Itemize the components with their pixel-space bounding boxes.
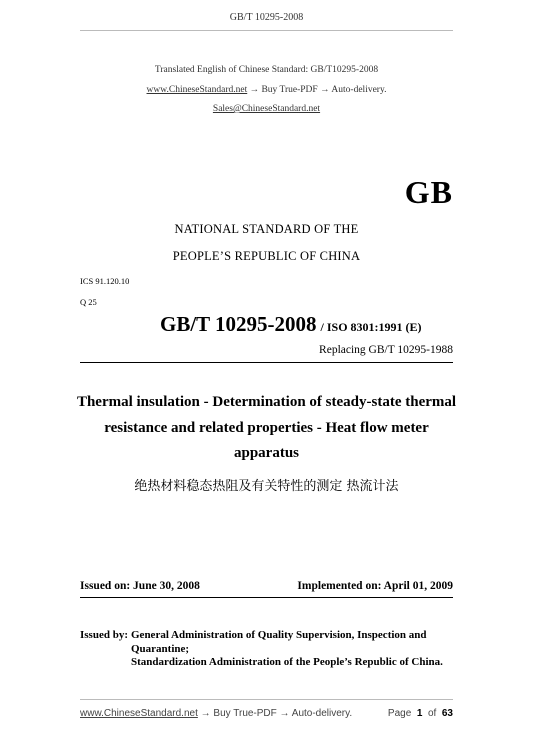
header-divider bbox=[80, 30, 453, 31]
implemented-on-date: Implemented on: April 01, 2009 bbox=[297, 580, 453, 592]
footer-site-link[interactable]: www.ChineseStandard.net bbox=[80, 708, 198, 719]
dates-divider bbox=[80, 597, 453, 598]
issuer-line: Standardization Administration of the People’s Republic of China. bbox=[131, 656, 443, 668]
replacing-note: Replacing GB/T 10295-1988 bbox=[319, 344, 453, 356]
purchase-line bbox=[0, 85, 533, 95]
title-line: Thermal insulation - Determination of steady-state thermal bbox=[76, 394, 457, 410]
national-standard-line1: NATIONAL STANDARD OF THE bbox=[174, 222, 359, 236]
title-line: apparatus bbox=[233, 445, 300, 461]
footer-purchase-line bbox=[80, 708, 352, 719]
gb-logo: GB bbox=[404, 174, 453, 210]
title-divider bbox=[80, 362, 453, 363]
document-title bbox=[60, 390, 473, 467]
page-indicator bbox=[388, 708, 453, 719]
issuer-line: General Administration of Quality Supervision, Inspection and bbox=[131, 629, 427, 641]
q-code: Q 25 bbox=[80, 297, 97, 307]
page-label: Page bbox=[387, 708, 412, 719]
standard-number bbox=[160, 312, 422, 337]
title-line: resistance and related properties - Heat flow meter bbox=[104, 419, 429, 436]
issued-by-label: Issued by: bbox=[80, 629, 128, 641]
issued-on-date: Issued on: June 30, 2008 bbox=[80, 580, 200, 592]
footer-divider bbox=[80, 699, 453, 700]
page-total: 63 bbox=[441, 708, 453, 719]
translation-notice: Translated English of Chinese Standard: GB/T10295-2008 bbox=[154, 65, 379, 75]
national-standard-line2: PEOPLE’S REPUBLIC OF CHINA bbox=[172, 249, 361, 263]
page-of: of bbox=[427, 708, 437, 719]
issuer-names bbox=[131, 629, 461, 670]
iso-equivalent: / ISO 8301:1991 (E) bbox=[320, 320, 422, 334]
page-current: 1 bbox=[416, 708, 423, 719]
purchase-note: → Buy True-PDF → Auto-delivery. bbox=[247, 85, 387, 95]
site-link[interactable]: www.ChineseStandard.net bbox=[146, 85, 248, 95]
footer-purchase-note: → Buy True-PDF → Auto-delivery. bbox=[197, 708, 353, 719]
sales-email-link[interactable]: Sales@ChineseStandard.net bbox=[212, 104, 321, 114]
sales-line bbox=[0, 104, 533, 114]
issuer-line: Quarantine; bbox=[131, 642, 190, 655]
standard-number-text: GB/T 10295-2008 bbox=[160, 312, 317, 336]
ics-code: ICS 91.120.10 bbox=[80, 276, 130, 286]
chinese-title: 绝热材料稳态热阻及有关特性的测定 热流计法 bbox=[134, 479, 399, 494]
header-doc-number: GB/T 10295-2008 bbox=[229, 12, 304, 23]
